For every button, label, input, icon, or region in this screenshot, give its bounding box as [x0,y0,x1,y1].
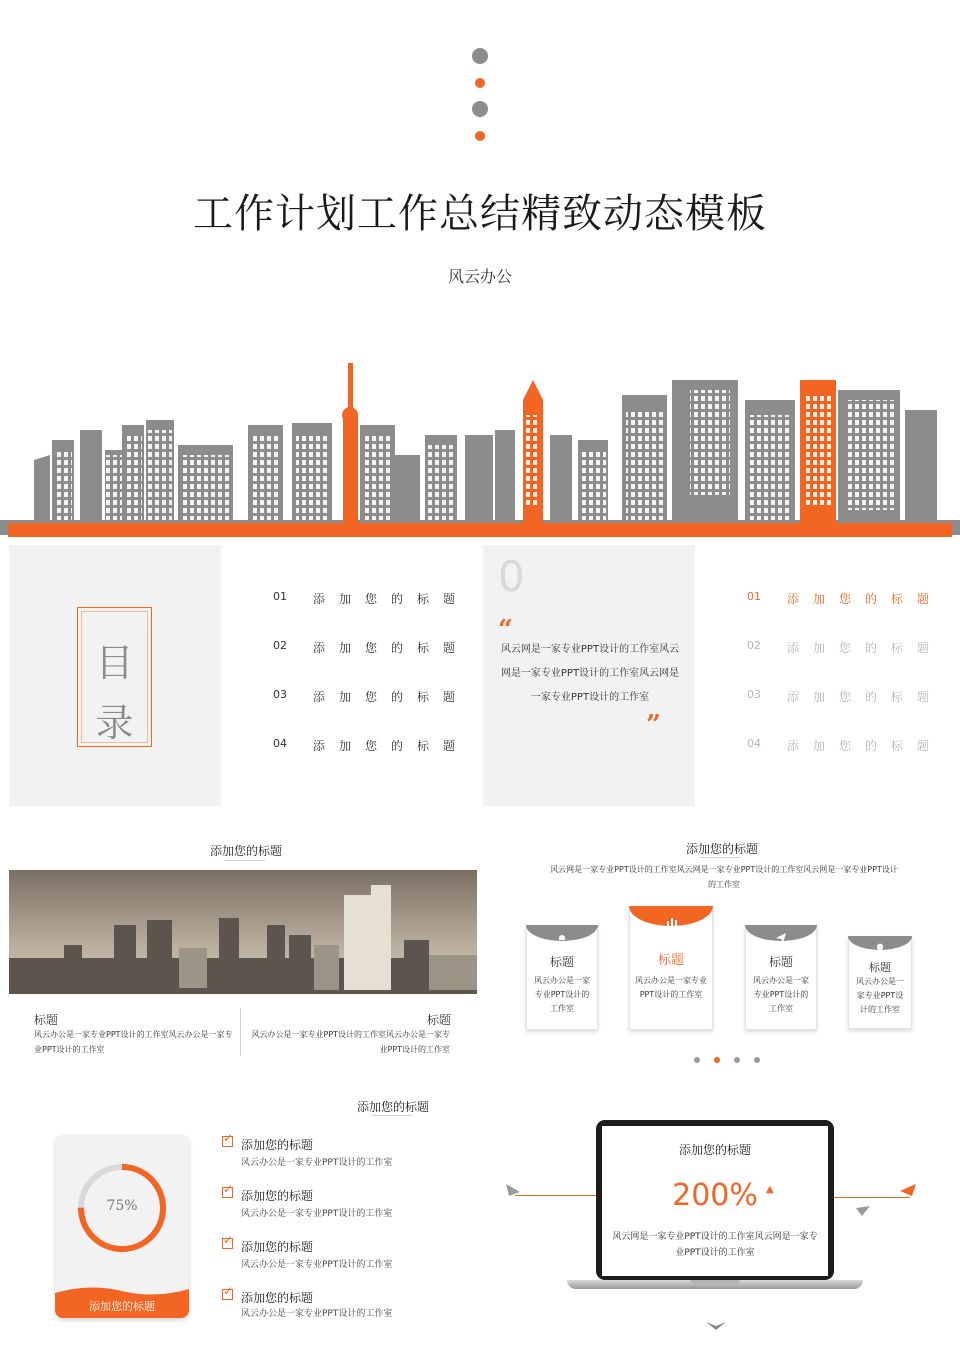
card-text: 风云办公是一家专业PPT设计的工作室 [534,976,590,1013]
toc-heading-char-1: 目 [95,641,134,685]
city-photo [9,870,477,994]
page-subtitle: 风云办公 [447,267,512,286]
slide4-title: 添加您的标题 [686,842,759,856]
slide4-title-underline [700,857,740,858]
slide6-text: 风云网是一家专业PPT设计的工作室风云网是一家专业PPT设计的工作室 [612,1232,818,1258]
quote-close-icon: ” [646,710,661,740]
page-title: 工作计划工作总结精致动态模板 [193,191,767,237]
card-footer-label: 添加您的标题 [89,1300,155,1313]
pager-dot[interactable] [734,1057,740,1063]
toc-item-number: 01 [273,590,287,603]
checklist-heading: 添加您的标题 [241,1291,314,1305]
card-title: 标题 [549,955,574,969]
feature-card-active[interactable] [629,906,713,1030]
card-text: 风云办公是一家专业PPT设计的工作室 [856,977,904,1014]
location-pin-icon [876,938,884,948]
check-icon: ✓ [223,1284,234,1298]
slide3-right-heading: 标题 [427,1013,452,1027]
section-item-label: 添加您的标题 [787,641,944,655]
card-title: 标题 [768,955,793,969]
slide4-subtitle: 风云网是一家专业PPT设计的工作室风云网是一家专业PPT设计的工作室风云网是一家专业PPT设计的工作室 [550,865,898,889]
feature-card[interactable] [848,936,912,1029]
section-item-number: 02 [747,639,761,652]
toc-item-label: 添加您的标题 [313,641,470,655]
slide3-left-text: 风云办公是一家专业PPT设计的工作室风云办公是一家专业PPT设计的工作室 [34,1030,233,1054]
slide5-title-underline [372,1115,412,1116]
card-text: 风云办公是一家专业PPT设计的工作室 [635,976,707,999]
paper-plane-icon [776,928,786,938]
toc-item-number: 04 [273,737,287,750]
decor-paper-shard-small [856,1206,870,1216]
quote-open-icon: “ [498,615,513,645]
pager-dot[interactable] [694,1057,700,1063]
section-number: 0 [498,552,525,601]
bell-icon [557,928,567,938]
decor-dot-orange-1 [475,78,485,88]
bar-chart-icon [666,911,678,921]
section-item-number: 04 [747,737,761,750]
checklist-text: 风云办公是一家专业PPT设计的工作室 [241,1260,393,1270]
decor-dot-orange-2 [475,131,485,141]
section-item-number: 03 [747,688,761,701]
progress-card [55,1135,189,1318]
pager-dot[interactable] [754,1057,760,1063]
decor-dot-gray-2 [472,101,488,117]
city-skyline-illustration [0,355,960,545]
toc-item-number: 03 [273,688,287,701]
decor-paper-shard-right [900,1184,916,1196]
decor-paper-shard-left [506,1184,520,1196]
toc-item-number: 02 [273,639,287,652]
card-text: 风云办公是一家专业PPT设计的工作室 [753,976,809,1013]
card-title: 标题 [869,961,891,974]
triangle-up-icon: ▲ [766,1184,774,1195]
chevron-down-icon[interactable] [706,1322,726,1332]
slide3-right-text: 风云办公是一家专业PPT设计的工作室风云办公是一家专业PPT设计的工作室 [251,1030,450,1054]
checklist-text: 风云办公是一家专业PPT设计的工作室 [241,1158,393,1168]
checklist-heading: 添加您的标题 [241,1240,314,1254]
toc-item-label: 添加您的标题 [313,739,470,753]
feature-card[interactable] [745,925,817,1030]
checklist-heading: 添加您的标题 [241,1138,314,1152]
checklist-text: 风云办公是一家专业PPT设计的工作室 [241,1309,393,1319]
slide3-divider [240,1008,241,1056]
slide3-title: 添加您的标题 [210,844,283,858]
section-item-label: 添加您的标题 [787,592,944,606]
checklist-heading: 添加您的标题 [241,1189,314,1203]
pager-dot-active[interactable] [714,1057,720,1063]
donut-label: 75% [106,1198,138,1214]
toc-heading-char-2: 录 [95,701,134,745]
slide5-title: 添加您的标题 [357,1100,430,1114]
check-icon: ✓ [223,1233,234,1247]
checklist-text: 风云办公是一家专业PPT设计的工作室 [241,1209,393,1219]
section-item-label: 添加您的标题 [787,690,944,704]
section-quote-text: 风云网是一家专业PPT设计的工作室风云网是一家专业PPT设计的工作室风云网是一家专业PPT设计的工作室 [500,644,680,703]
check-icon: ✓ [223,1182,234,1196]
toc-item-label: 添加您的标题 [313,690,470,704]
slide6-big-number: 200% [672,1178,758,1213]
decor-dot-gray-1 [472,48,488,64]
slide6-title: 添加您的标题 [678,1143,751,1157]
feature-card[interactable] [526,925,598,1030]
section-item-number: 01 [747,590,761,603]
slide3-left-heading: 标题 [34,1013,59,1027]
laptop-notch [690,1280,740,1284]
check-icon: ✓ [223,1131,234,1145]
slide3-title-underline [225,860,265,861]
section-item-label: 添加您的标题 [787,739,944,753]
card-title: 标题 [657,953,684,968]
toc-item-label: 添加您的标题 [313,592,470,606]
